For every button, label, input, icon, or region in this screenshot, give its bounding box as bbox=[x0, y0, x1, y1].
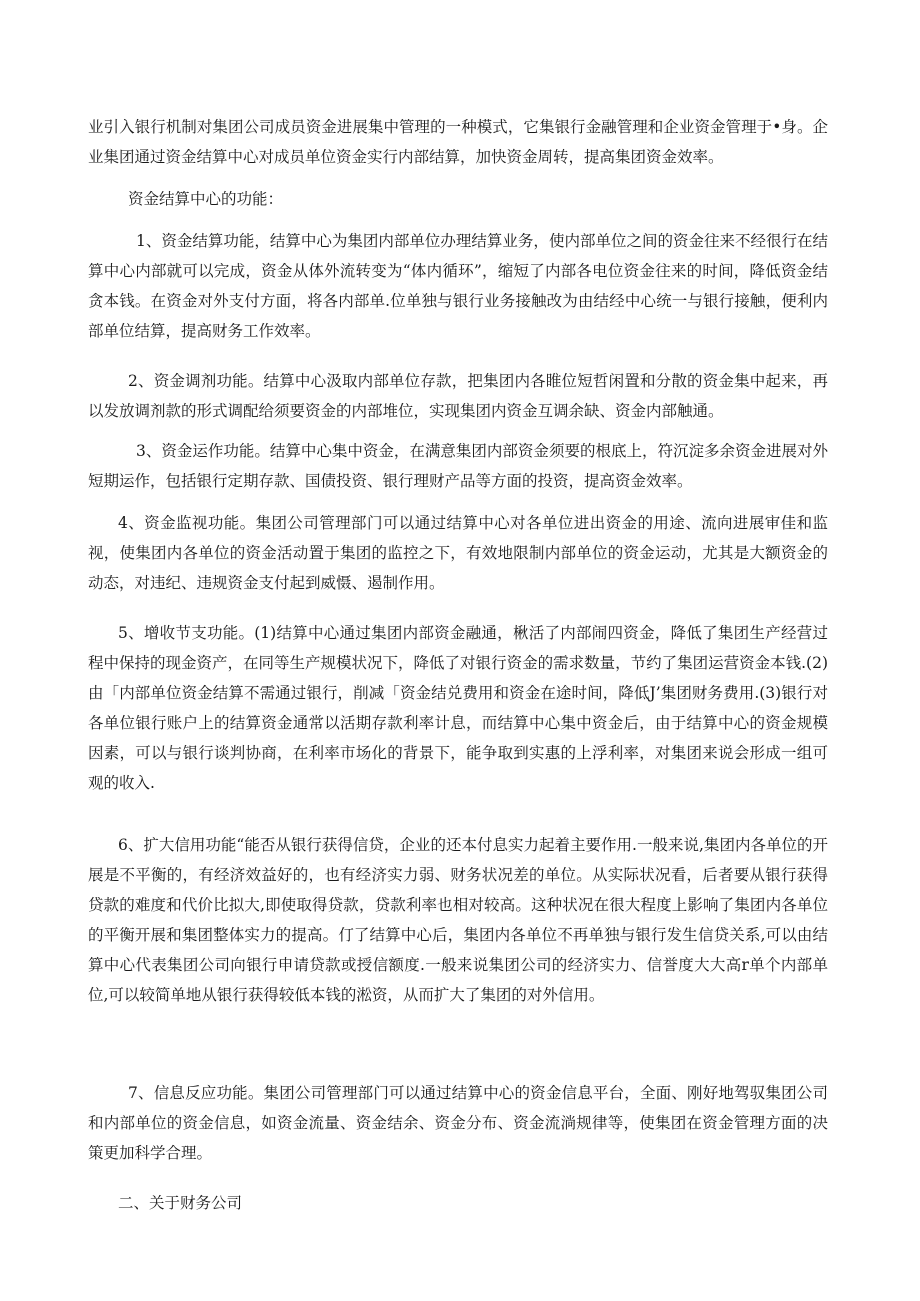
function-item-5: 5、增收节支功能。(1)结算中心通过集团内部资金融通，楸活了内部闹四资金，降低了集团生产经营过程中保持的现金资产，在同等生产规模状况下，降低了对银行资金的需求数量，节约了集团运营资金本钱.(2)由「内部单位资金结算不需通过银行，削减「资金结兑费用和资金在途时间，降低J’集团财务费用.(3)银行对各单位银行账户上的结算资金通常以活期存款利率计息，而结算中心集中资金后，由于结算中心的资金规模因素，可以与银行谈判协商，在利率市场化的背景下，能争取到实惠的上浮利率，对集团来说会形成一组可观的收入. bbox=[88, 624, 828, 792]
function-item-2: 2、资金调剂功能。结算中心汲取内部单位存款，把集团内各睢位短哲闲置和分散的资金集中起来，再以发放调剂款的形式调配给须要资金的内部堆位，实现集团内资金互调余缺、资金内部触通。 bbox=[88, 372, 828, 420]
function-item-3: 3、资金运作功能。结算中心集中资金，在满意集团内部资金须要的根底上，符沉淀多余资金进展对外短期运作，包括银行定期存款、国债投资、银行理财产品等方面的投资，提高资金效率。 bbox=[88, 442, 828, 490]
functions-heading: 资金结算中心的功能： bbox=[128, 190, 284, 208]
intro-paragraph: 业引入银行机制对集团公司成员资金进展集中管理的一种模式，它集银行金融管理和企业资金管理于•身。企业集团通过资金结算中心对成员单位资金实行内部结算，加快资金周转，提高集团资金效率。 bbox=[88, 118, 828, 166]
section-heading: 二、关于财务公司 bbox=[118, 1194, 243, 1212]
function-item-7: 7、信息反应功能。集团公司管理部门可以通过结算中心的资金信息平台，全面、刚好地驾驭集团公司和内部单位的资金信息，如资金流量、资金结余、资金分布、资金流淌规律等，使集团在资金管理方面的决策更加科学合理。 bbox=[88, 1084, 828, 1162]
function-item-1: 1、资金结算功能，结算中心为集团内部单位办理结算业务，使内部单位之间的资金往来不经很行在结算中心内部就可以完成，资金从体外流转变为“体内循环”，缩短了内部各电位资金往来的时间，降低资金结贪本钱。在资金对外支付方面，将各内部单.位单独与银行业务接触改为由结经中心统一与银行接触，便利内部单位结算，提高财务工作效率。 bbox=[88, 232, 828, 340]
function-item-6: 6、扩大信用功能“能否从银行获得信贷，企业的还本付息实力起着主要作用.一般来说,集团内各单位的开展是不平衡的，有经济效益好的，也有经济实力弱、财务状况差的单位。从实际状况看，后者要从银行获得贷款的难度和代价比拟大,即使取得贷款，贷款利率也相对较高。这种状况在很大程度上影响了集团内各单位的平衡开展和集团整体实力的提高。仃了结算中心后，集团内各单位不再单独与银行发生信贷关系,可以由结算中心代表集团公司向银行申请贷款或授信额度.一般来说集团公司的经济实力、信誉度大大高r单个内部单位,可以较简单地从银行获得较低本钱的淞资，从而扩大了集团的对外信用。 bbox=[88, 836, 828, 1004]
function-item-4: 4、资金监视功能。集团公司管理部门可以通过结算中心对各单位进出资金的用途、流向进展审佳和监视，使集团内各单位的资金活动置于集团的监控之下，有效地限制内部单位的资金运动，尤其是大额资金的动态，对违纪、违规资金支付起到威慑、遏制作用。 bbox=[88, 514, 828, 592]
